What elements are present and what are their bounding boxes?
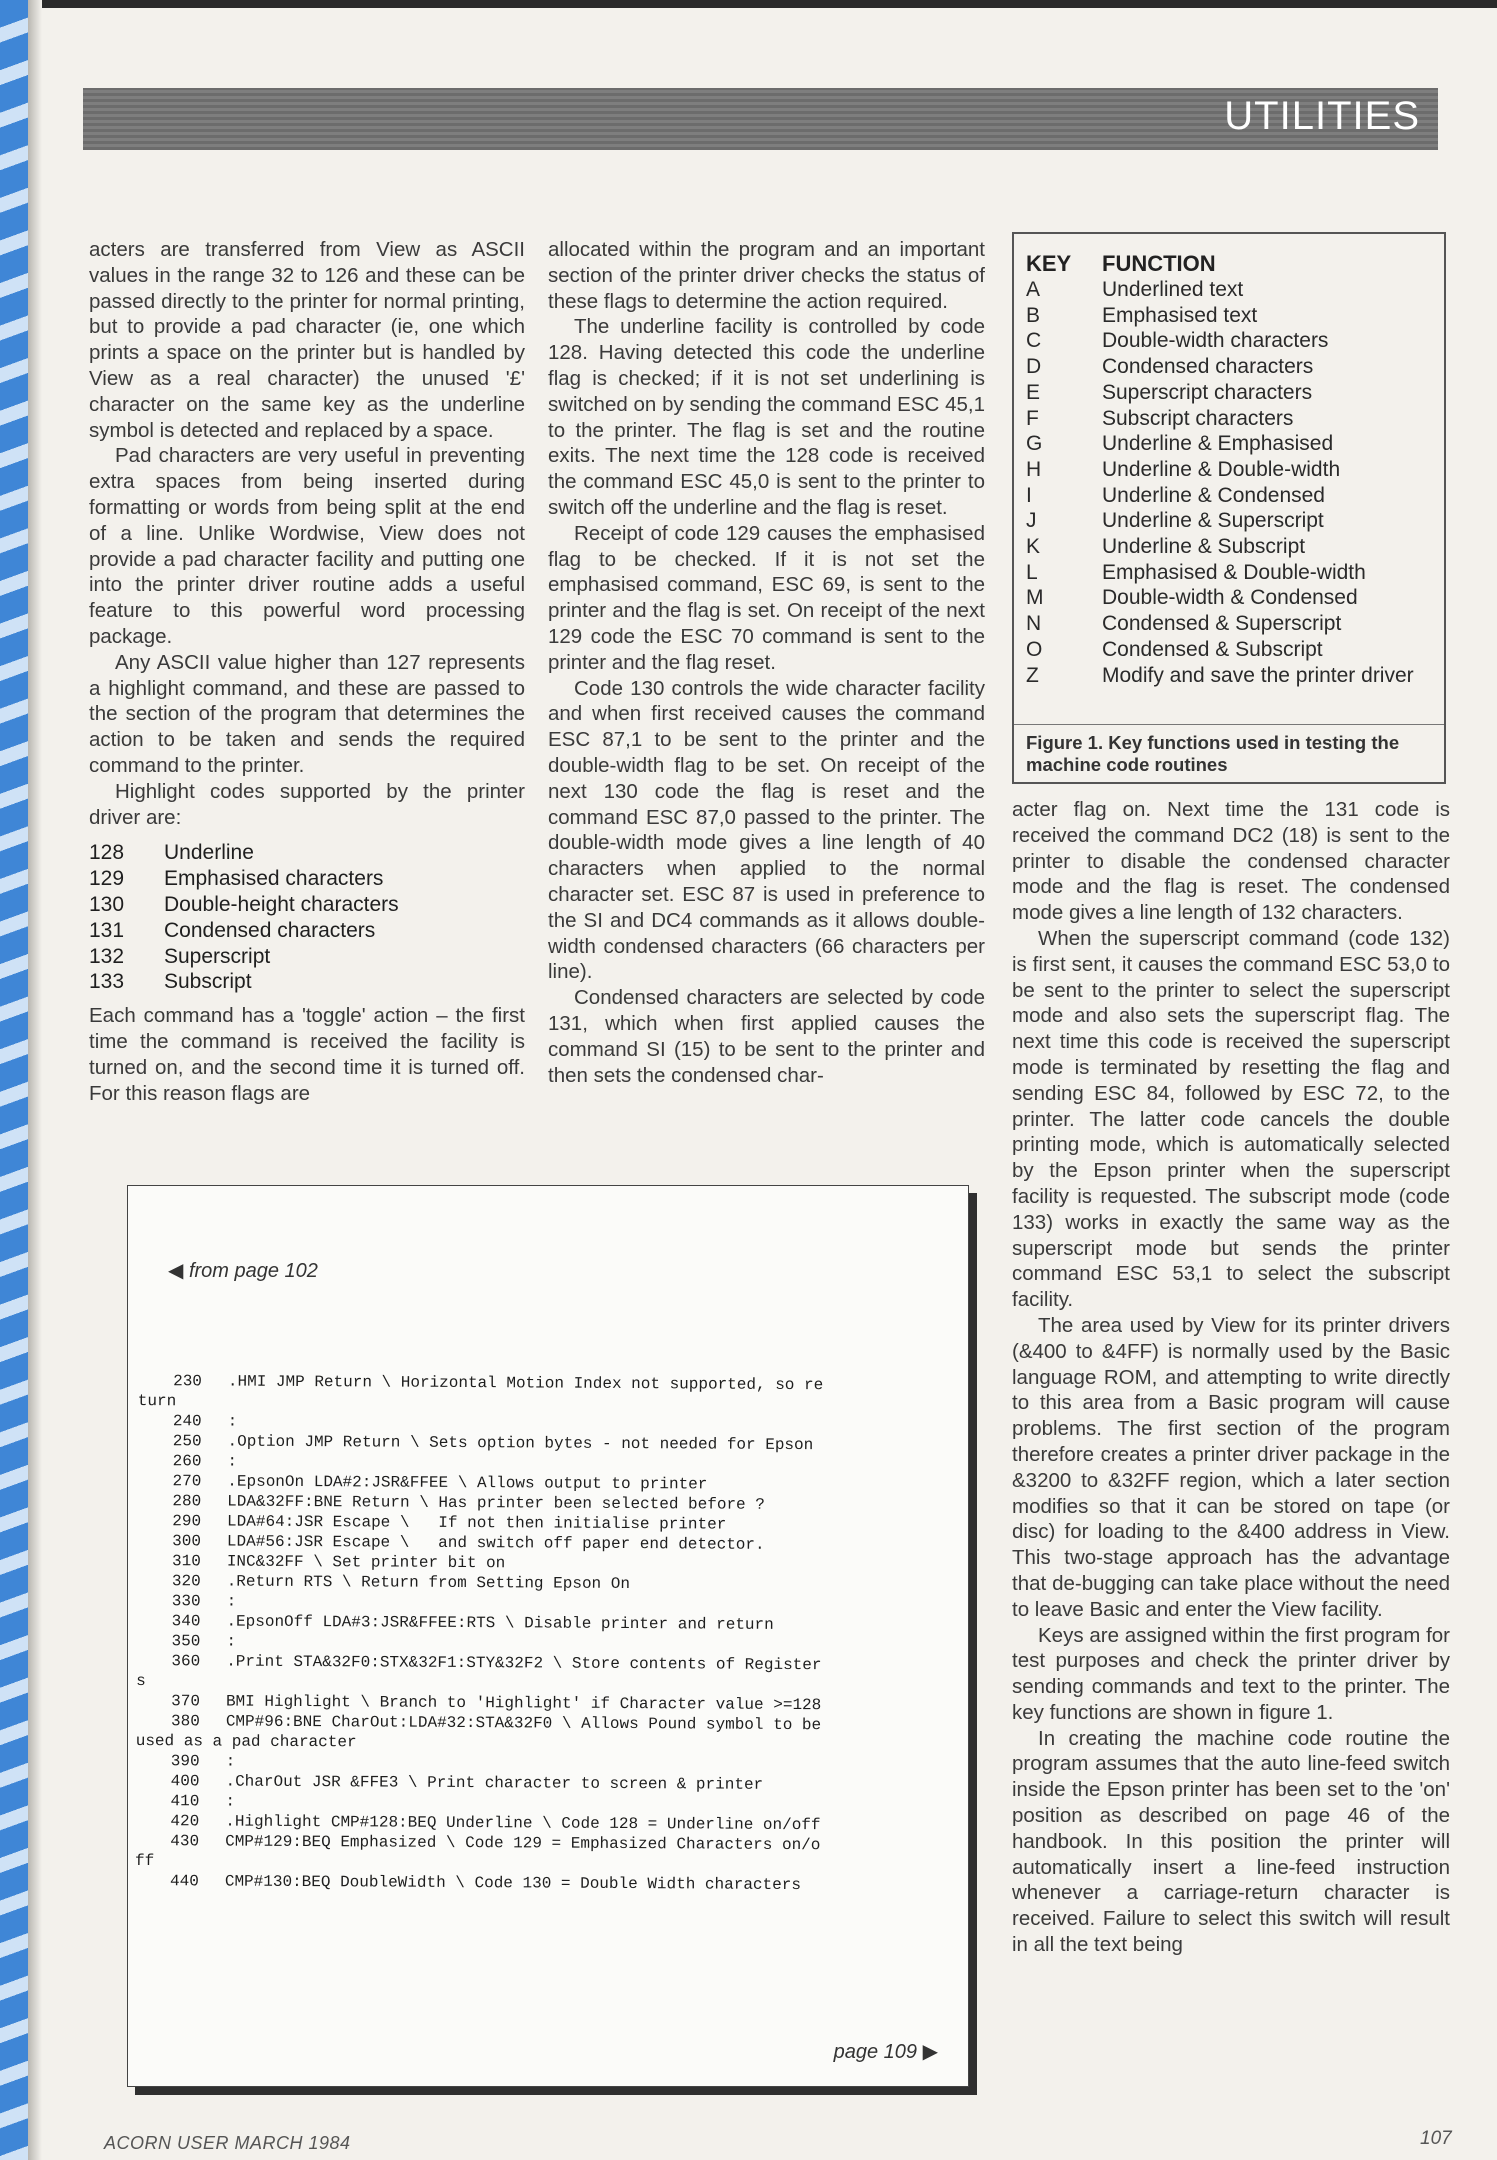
line-number: 420 — [170, 1812, 200, 1831]
line-code: : — [227, 1412, 238, 1431]
line-code: .CharOut JSR &FFE3 \ Print character to screen & printer — [225, 1772, 764, 1794]
line-number: 380 — [170, 1712, 200, 1731]
line-number: 310 — [171, 1552, 201, 1571]
paragraph: Keys are assigned within the first program for test purposes and check the printer driver by sending commands and text to the printer. The key functions are shown in figure 1. — [1012, 1623, 1450, 1724]
line-code: CMP#130:BEQ DoubleWidth \ Code 130 = Double Width characters — [224, 1872, 802, 1895]
line-code: : — [227, 1452, 238, 1471]
key-cell: G — [1026, 432, 1043, 456]
function-cell: Condensed & Superscript — [1102, 612, 1342, 636]
table-row — [1026, 380, 1432, 406]
paragraph: Pad characters are very useful in preventing extra spaces from being inserted during formatting or words from being split at the end of a line. Unlike Wordwise, View does not provide a pad character facility and putting one into the printer driver routine adds a useful feature to this powerful word processing package. — [89, 444, 525, 648]
line-number: 350 — [171, 1632, 201, 1651]
table-row — [1026, 585, 1432, 611]
key-cell: E — [1026, 380, 1041, 404]
line-number: 390 — [170, 1752, 200, 1771]
column-1 — [89, 237, 525, 1106]
function-cell: Underlined text — [1102, 278, 1244, 301]
key-cell: F — [1026, 406, 1039, 430]
from-page-label: from page 102 — [188, 1260, 318, 1282]
function-cell: Underline & Double-width — [1102, 457, 1341, 481]
code-label: Double-height characters — [164, 892, 399, 916]
arrow-right-icon: ▶ — [922, 2041, 938, 2063]
highlight-codes-list — [89, 840, 525, 995]
code-label: Condensed characters — [164, 918, 376, 942]
key-cell: Z — [1026, 663, 1039, 687]
key-cell: B — [1026, 303, 1041, 327]
section-banner — [83, 88, 1438, 150]
paragraph: When the superscript command (code 132) is first sent, it causes the command ESC 53,0 to be sent to the printer to select the superscript mode and also sets the superscript flag. The next time this code is received the superscript mode is terminated by resetting the flag and sending ESC 84, followed by ESC 72, to the printer. The latter code cancels the double printing mode, which is automatically selected by the Epson printer when the superscript facility is requested. The subscript mode (code 133) works in exactly the same way as the superscript mode but sends the printer command ESC 53,1 to select the subscript facility. — [1012, 926, 1450, 1312]
function-cell: Subscript characters — [1102, 406, 1294, 430]
line-number: 250 — [172, 1432, 202, 1451]
table-row — [1026, 328, 1432, 354]
line-number: 320 — [171, 1572, 201, 1591]
line-code: BMI Highlight \ Branch to 'Highlight' if Character value >=128 — [225, 1692, 822, 1715]
list-item — [89, 944, 525, 970]
key-cell: D — [1026, 355, 1042, 379]
table-header — [1026, 250, 1432, 277]
code-line: s — [136, 1672, 146, 1691]
function-cell: Emphasised text — [1102, 303, 1258, 327]
function-cell: Double-width & Condensed — [1102, 586, 1358, 610]
column-2 — [548, 237, 985, 1088]
arrow-left-icon: ◀ — [168, 1260, 184, 1282]
table-row — [1026, 663, 1432, 689]
function-cell: Condensed & Subscript — [1102, 637, 1323, 661]
line-code: CMP#129:BEQ Emphasized \ Code 129 = Emphasized Characters on/o — [225, 1832, 821, 1855]
key-cell: H — [1026, 457, 1042, 481]
line-code: .HMI JMP Return \ Horizontal Motion Index not supported, so re — [227, 1372, 824, 1395]
paragraph: Any ASCII value higher than 127 represents a highlight command, and these are passed to the section of the program that determines the action to be taken and sends the required command to the printer. — [89, 650, 525, 777]
code-number: 131 — [89, 918, 125, 942]
line-code: .Print STA&32F0:STX&32F1:STY&32F2 \ Store contents of Register — [226, 1652, 822, 1675]
code-line: used as a pad character — [135, 1732, 357, 1752]
function-cell: Underline & Superscript — [1102, 509, 1324, 533]
code-number: 129 — [89, 867, 125, 891]
paragraph: Each command has a 'toggle' action – the first time the command is received the facility is turned on, and the second time it is turned off. For this reason flags are — [89, 1004, 525, 1105]
paragraph: Code 130 controls the wide character facility and when first received causes the command ESC 87,1 to be sent to the printer and the double-width flag to be set. On receipt of the next 130 code the flag is reset and the command ESC 87,0 passed to the printer. The double-width mode gives a line length of 40 characters when applied to the normal character set. ESC 87 is used in preference to the SI and DC4 commands as it allows double-width condensed characters (66 characters per line). — [548, 676, 985, 984]
code-line — [133, 1871, 963, 1896]
code-number: 130 — [89, 892, 125, 916]
code-label: Superscript — [164, 944, 271, 968]
line-number: 330 — [171, 1592, 201, 1611]
paragraph: Receipt of code 129 causes the emphasised flag to be checked. If it is not set the emphasised command, ESC 69, is sent to the printer and the flag is set. On receipt of the next 129 code the ESC 70 command is sent to the printer and the flag reset. — [548, 521, 985, 674]
code-number: 132 — [89, 944, 125, 968]
key-cell: J — [1026, 509, 1037, 533]
line-number: 340 — [171, 1612, 201, 1631]
key-cell: L — [1026, 560, 1038, 584]
column-3 — [1012, 797, 1450, 1958]
code-number: 133 — [89, 970, 125, 994]
line-code: .EpsonOff LDA#3:JSR&FFEE:RTS \ Disable printer and return — [226, 1612, 774, 1634]
line-number: 430 — [170, 1832, 200, 1851]
function-cell: Modify and save the printer driver — [1102, 663, 1414, 687]
line-code: .Option JMP Return \ Sets option bytes - not needed for Epson — [227, 1432, 814, 1455]
code-label: Underline — [164, 841, 254, 865]
figure-caption: Figure 1. Key functions used in testing the machine code routines — [1014, 724, 1444, 782]
paragraph: The area used by View for its printer drivers (&400 to &4FF) is normally used by the Basic language ROM, and attempting to write directly to this area from a Basic program will cause problems. The first section of the program therefore creates a printer driver package in the &3200 to &32FF region, which a later section modifies so that it can be stored on tape (or disc) for loading to the &400 address in View. This two-stage approach has the advantage that de-bugging can take place without the need to leave Basic and enter the View facility. — [1012, 1313, 1450, 1621]
code-label: Subscript — [164, 970, 252, 994]
table-row — [1026, 560, 1432, 586]
line-number: 400 — [170, 1772, 200, 1791]
table-row — [1026, 277, 1432, 303]
paragraph: allocated within the program and an important section of the printer driver checks the status of these flags to determine the action required. — [548, 238, 985, 313]
line-code: LDA&32FF:BNE Return \ Has printer been selected before ? — [227, 1492, 765, 1514]
publication-footer: ACORN USER MARCH 1984 — [104, 2133, 351, 2153]
program-listing — [127, 1185, 969, 2087]
line-number: 440 — [170, 1872, 199, 1891]
key-column-header: KEY — [1026, 251, 1072, 276]
line-number: 230 — [173, 1372, 202, 1391]
line-number: 280 — [172, 1492, 202, 1511]
page-number: 107 — [1420, 2128, 1452, 2149]
line-code: LDA#64:JSR Escape \ If not then initialise printer — [227, 1512, 727, 1534]
line-code: : — [226, 1632, 237, 1651]
key-cell: C — [1026, 329, 1042, 353]
paragraph: Condensed characters are selected by code 131, which when first applied causes the command SI (15) to be sent to the printer and then sets the condensed char- — [548, 986, 985, 1087]
line-code: : — [225, 1792, 236, 1811]
line-number: 370 — [171, 1692, 201, 1711]
table-row — [1026, 483, 1432, 509]
function-cell: Superscript characters — [1102, 380, 1313, 404]
paragraph: acters are transferred from View as ASCII values in the range 32 to 126 and these can be passed directly to the printer for normal printing, but to provide a pad character (ie, one which prints a space on the printer but is handled by View as a real character) the unused '£' character on the same key as the underline symbol is detected and replaced by a space. — [89, 238, 525, 442]
line-code: .Return RTS \ Return from Setting Epson On — [226, 1572, 631, 1594]
line-number: 290 — [172, 1512, 202, 1531]
line-number: 360 — [171, 1652, 201, 1671]
list-item — [89, 969, 525, 995]
line-number: 410 — [170, 1792, 200, 1811]
key-cell: I — [1026, 483, 1032, 507]
line-number: 240 — [172, 1412, 202, 1431]
code-line: ff — [134, 1852, 155, 1871]
line-code: .Highlight CMP#128:BEQ Underline \ Code 128 = Underline on/off — [225, 1812, 821, 1835]
continued-on — [834, 2039, 938, 2064]
line-code: INC&32FF \ Set printer bit on — [226, 1552, 506, 1573]
key-cell: O — [1026, 637, 1043, 661]
code-number: 128 — [89, 841, 125, 865]
top-border — [0, 0, 1497, 8]
line-number: 270 — [172, 1472, 202, 1491]
table-row — [1026, 457, 1432, 483]
code-label: Emphasised characters — [164, 867, 384, 891]
line-code: LDA#56:JSR Escape \ and switch off paper end detector. — [226, 1532, 765, 1554]
key-cell: N — [1026, 612, 1042, 636]
table-row — [1026, 508, 1432, 534]
key-cell: M — [1026, 586, 1044, 610]
function-cell: Condensed characters — [1102, 355, 1314, 379]
page-edge-stripes — [0, 0, 28, 2160]
paragraph: acter flag on. Next time the 131 code is received the command DC2 (18) is sent to the printer to disable the condensed character mode and the flag is reset. The condensed mode gives a line length of 132 characters. — [1012, 798, 1450, 925]
section-title: UTILITIES — [1224, 94, 1420, 138]
continued-from — [168, 1258, 318, 1283]
code-block — [133, 1371, 966, 1896]
function-cell: Underline & Emphasised — [1102, 432, 1334, 456]
list-item — [89, 892, 525, 918]
function-cell: Double-width characters — [1102, 329, 1329, 353]
line-number: 300 — [172, 1532, 202, 1551]
paragraph: Highlight codes supported by the printer driver are: — [89, 779, 525, 829]
table-row — [1026, 534, 1432, 560]
function-cell: Underline & Condensed — [1102, 483, 1325, 507]
list-item — [89, 918, 525, 944]
line-number: 260 — [172, 1452, 202, 1471]
function-cell: Underline & Subscript — [1102, 535, 1306, 559]
function-column-header: FUNCTION — [1102, 251, 1216, 276]
line-code: .EpsonOn LDA#2:JSR&FFEE \ Allows output to printer — [227, 1472, 708, 1494]
table-row — [1026, 303, 1432, 329]
table-row — [1026, 637, 1432, 663]
paragraph: The underline facility is controlled by code 128. Having detected this code the underline flag is checked; if it is not set underlining is switched on by sending the command ESC 45,1 to the printer. The flag is set and the routine exits. The next time the 128 code is received the command ESC 45,0 is sent to the printer to switch off the underline and the flag is reset. — [548, 315, 985, 519]
table-row — [1026, 611, 1432, 637]
line-code: : — [226, 1592, 237, 1611]
key-cell: K — [1026, 535, 1041, 559]
table-row — [1026, 354, 1432, 380]
key-cell: A — [1026, 278, 1041, 301]
list-item — [89, 866, 525, 892]
function-cell: Emphasised & Double-width — [1102, 560, 1366, 584]
table-row — [1026, 431, 1432, 457]
to-page-label: page 109 — [833, 2041, 918, 2063]
line-code: : — [225, 1752, 236, 1771]
line-code: CMP#96:BNE CharOut:LDA#32:STA&32F0 \ Allows Pound symbol to be — [225, 1712, 822, 1735]
paragraph: In creating the machine code routine the program assumes that the auto line-feed switch inside the Epson printer has been set to the 'on' position as described on page 46 of the handbook. In this position the printer will automatically insert a line-feed instruction whenever a carriage-return character is received. Failure to select this switch will result in all the text being — [1012, 1726, 1450, 1957]
page-edge-shadow — [28, 0, 42, 2160]
list-item — [89, 840, 525, 866]
table-row — [1026, 406, 1432, 432]
figure-1-key-table — [1012, 232, 1446, 784]
code-line: turn — [137, 1392, 177, 1411]
